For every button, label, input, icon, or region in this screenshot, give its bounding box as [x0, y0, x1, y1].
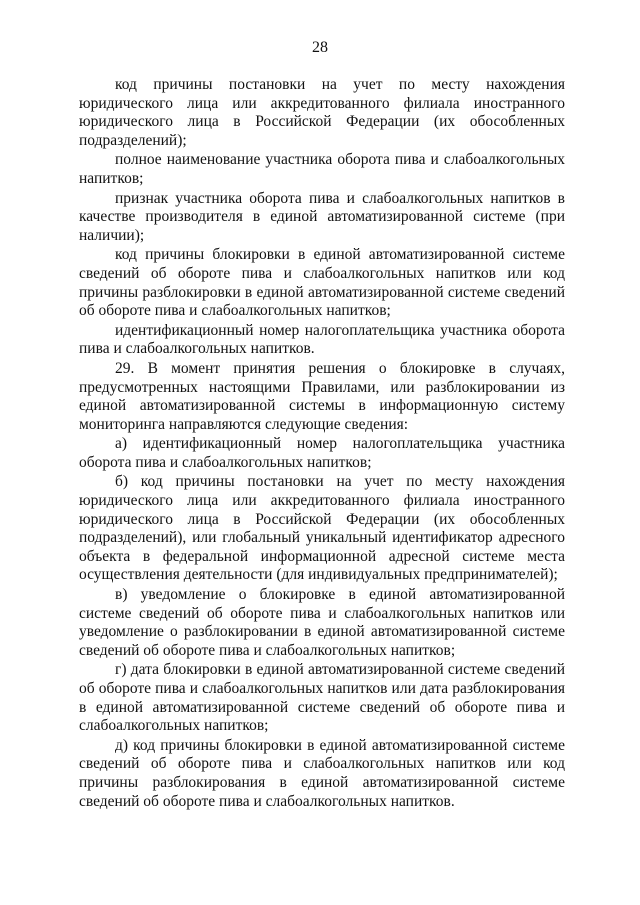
list-item-g: г) дата блокировки в единой автоматизированной системе сведений об обороте пива и слабоалкогольных напитков или дата разблокирования в единой автоматизированной системе сведений об обороте пива и слабоалкогольных напитков;: [79, 661, 565, 735]
paragraph-inn: идентификационный номер налогоплательщика участника оборота пива и слабоалкогольных напитков.: [79, 321, 565, 358]
list-item-v: в) уведомление о блокировке в единой автоматизированной системе сведений об обороте пива и слабоалкогольных напитков или уведомление о разблокировании в единой автоматизированной системе сведений об обороте пива и слабоалкогольных напитков;: [79, 586, 565, 659]
list-item-d: д) код причины блокировки в единой автоматизированной системе сведений об обороте пива и слабоалкогольных напитков или код причины разблокирования в единой автоматизированной системе сведений об обороте пива и слабоалкогольных напитков.: [79, 736, 565, 810]
paragraph-full-name: полное наименование участника оборота пива и слабоалкогольных напитков;: [79, 151, 565, 187]
list-item-a: а) идентификационный номер налогоплательщика участника оборота пива и слабоалкогольных напитков;: [79, 435, 565, 471]
paragraph-kpp: код причины постановки на учет по месту нахождения юридического лица или аккредитованного филиала иностранного юридического лица в Российской Федерации (их обособленных подразделений);: [79, 76, 565, 149]
list-item-b: б) код причины постановки на учет по месту нахождения юридического лица или аккредитованного филиала иностранного юридического лица в Российской Федерации (их обособленных подразделений), или глобальный уникальный идентификатор адресного объекта в федеральной информационной адресной системе места осуществления деятельности (для индивидуальных предпринимателей);: [79, 473, 565, 584]
paragraph-producer-flag: признак участника оборота пива и слабоалкогольных напитков в качестве производителя в единой автоматизированной системе (при наличии);: [79, 189, 565, 244]
document-body: [79, 76, 565, 811]
paragraph-section-29: 29. В момент принятия решения о блокировке в случаях, предусмотренных настоящими Правилами, или разблокировании из единой автоматизированной системы в информационную систему мониторинга направляются следующие сведения:: [79, 359, 565, 433]
paragraph-block-reason-code: код причины блокировки в единой автоматизированной системе сведений об обороте пива и слабоалкогольных напитков или код причины разблокировки в единой автоматизированной системе сведений об обороте пива и слабоалкогольных напитков;: [79, 246, 565, 320]
page-number: 28: [312, 39, 328, 56]
